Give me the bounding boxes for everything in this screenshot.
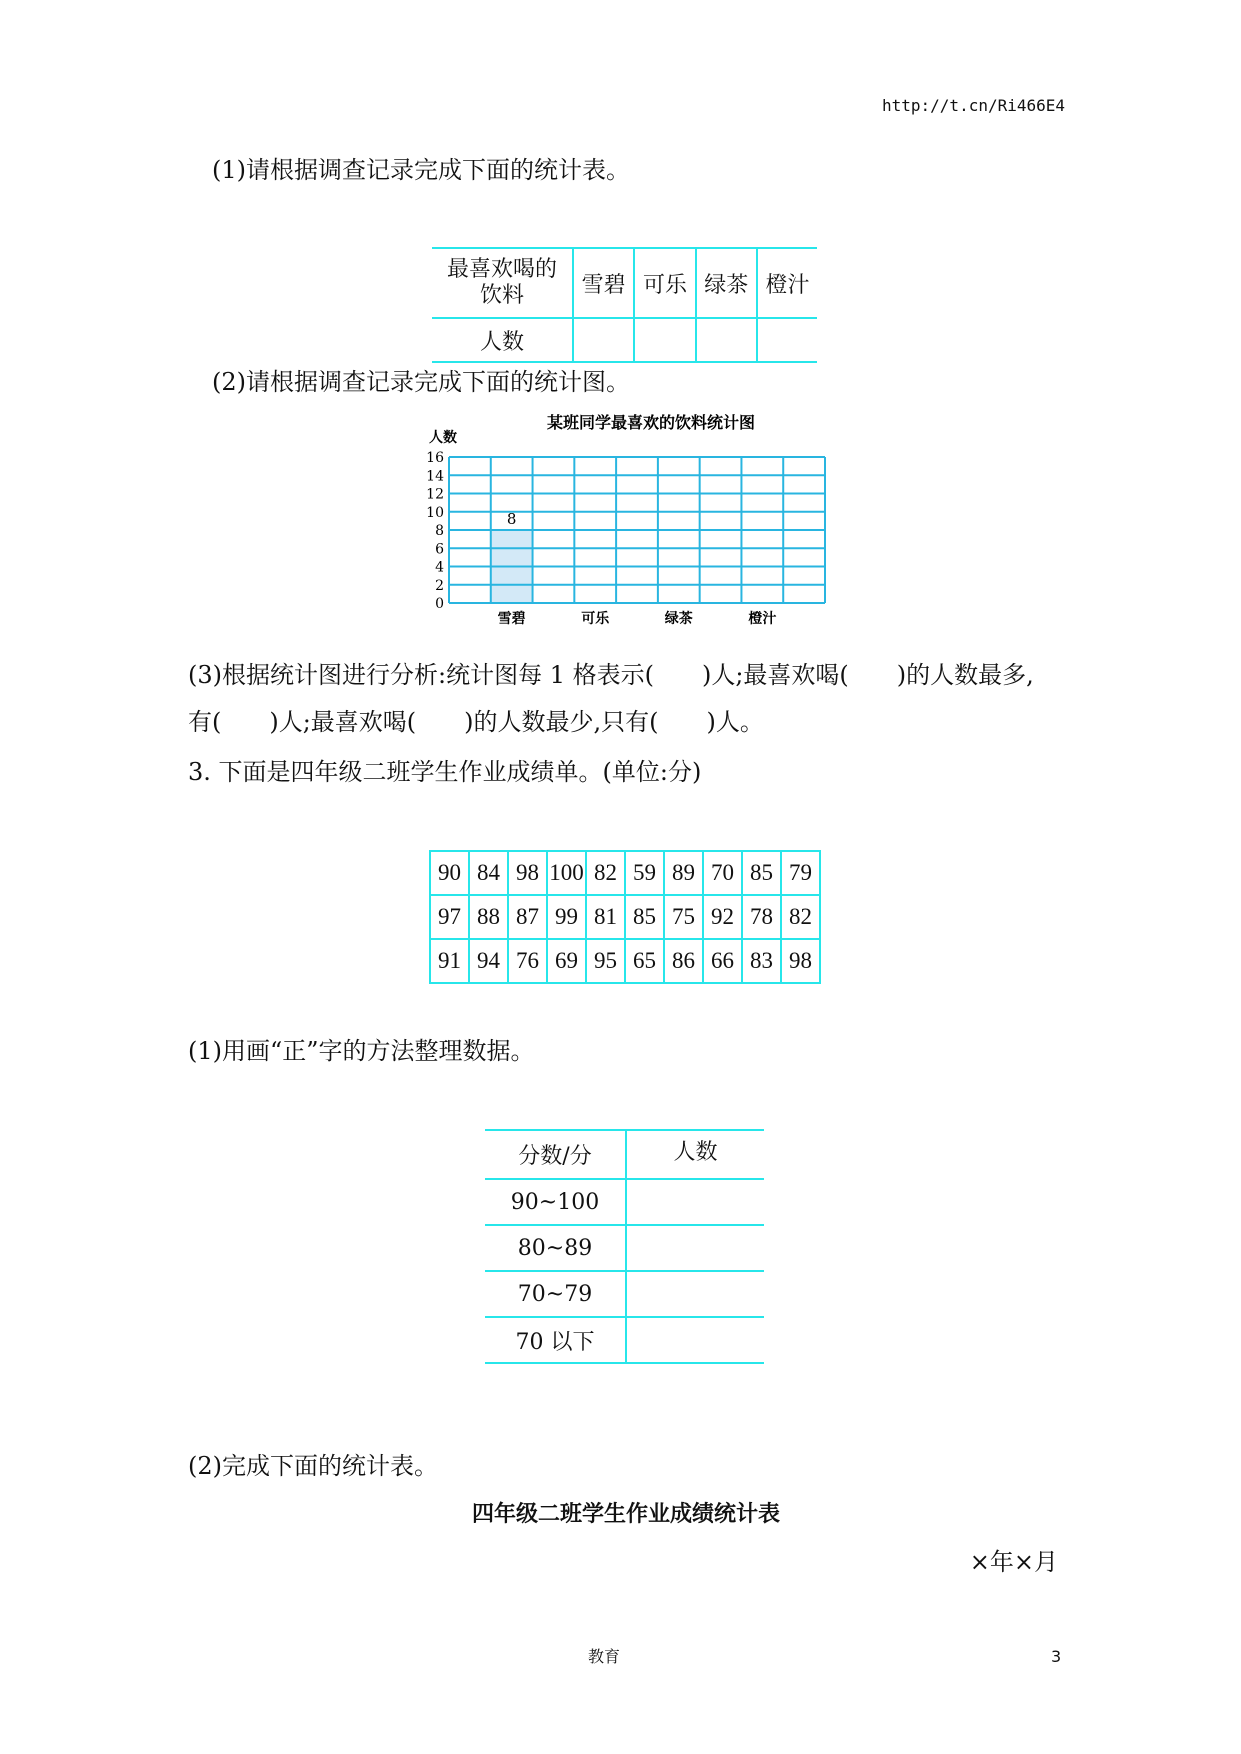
drink-bar-chart — [400, 400, 860, 640]
score-cell: 66 — [703, 939, 742, 983]
score-cell: 100 — [547, 851, 586, 895]
y-tick-label: 10 — [426, 504, 444, 521]
score-cell: 79 — [781, 851, 820, 895]
header-sprite: 雪碧 — [573, 248, 634, 318]
score-cell: 59 — [625, 851, 664, 895]
tally-range: 90~100 — [485, 1179, 626, 1225]
stats-table-title: 四年级二班学生作业成绩统计表 — [471, 1502, 780, 1527]
x-tick-label: 雪碧 — [497, 611, 526, 627]
cell — [696, 318, 757, 362]
y-axis-label: 人数 — [429, 430, 457, 446]
header-cola: 可乐 — [634, 248, 695, 318]
score-table — [429, 850, 821, 984]
score-cell: 81 — [586, 895, 625, 939]
score-cell: 98 — [508, 851, 547, 895]
score-cell: 95 — [586, 939, 625, 983]
score-cell: 91 — [430, 939, 469, 983]
score-cell: 65 — [625, 939, 664, 983]
header-orange: 橙汁 — [757, 248, 817, 318]
score-cell: 85 — [742, 851, 781, 895]
tally-range: 80~89 — [485, 1225, 626, 1271]
q3-line1: (3)根据统计图进行分析:统计图每 1 格表示( )人;最喜欢喝( )的人数最多, — [188, 661, 1034, 689]
tally-range: 70 以下 — [485, 1317, 626, 1363]
score-cell: 99 — [547, 895, 586, 939]
score-cell: 78 — [742, 895, 781, 939]
tally-range: 70~79 — [485, 1271, 626, 1317]
score-cell: 87 — [508, 895, 547, 939]
score-cell: 75 — [664, 895, 703, 939]
tally-cell — [626, 1225, 764, 1271]
row-label-count: 人数 — [432, 318, 573, 362]
score-cell: 83 — [742, 939, 781, 983]
x-tick-label: 绿茶 — [664, 611, 693, 627]
y-tick-label: 8 — [435, 523, 444, 539]
score-row — [430, 851, 820, 895]
drink-table — [432, 247, 817, 363]
page-number: 3 — [1051, 1647, 1062, 1666]
y-tick-label: 2 — [435, 577, 444, 594]
cell — [634, 318, 695, 362]
y-tick-label: 0 — [435, 596, 444, 612]
x-tick-label: 橙汁 — [748, 611, 777, 627]
score-cell: 90 — [430, 851, 469, 895]
score-cell: 70 — [703, 851, 742, 895]
y-tick-label: 12 — [426, 486, 444, 503]
y-tick-label: 16 — [426, 450, 444, 466]
chart-title: 某班同学最喜欢的饮料统计图 — [546, 413, 756, 432]
score-cell: 92 — [703, 895, 742, 939]
q1-prompt: (1)请根据调查记录完成下面的统计表。 — [212, 156, 630, 184]
q3-line2: 有( )人;最喜欢喝( )的人数最少,只有( )人。 — [188, 708, 764, 736]
score-cell: 97 — [430, 895, 469, 939]
p3-sub2: (2)完成下面的统计表。 — [188, 1452, 438, 1480]
score-cell: 94 — [469, 939, 508, 983]
y-tick-label: 6 — [435, 541, 444, 558]
score-cell: 86 — [664, 939, 703, 983]
header-drink: 最喜欢喝的饮料 — [432, 248, 573, 318]
y-tick-label: 14 — [426, 468, 444, 485]
tally-cell — [626, 1317, 764, 1363]
y-tick-label: 4 — [435, 559, 444, 576]
cell — [757, 318, 817, 362]
footer-text: 教育 — [588, 1647, 621, 1666]
score-cell: 84 — [469, 851, 508, 895]
score-cell: 88 — [469, 895, 508, 939]
problem3-title: 3. 下面是四年级二班学生作业成绩单。(单位:分) — [188, 758, 702, 786]
score-row — [430, 895, 820, 939]
header-greentea: 绿茶 — [696, 248, 757, 318]
tally-cell — [626, 1179, 764, 1225]
score-cell: 82 — [781, 895, 820, 939]
score-cell: 98 — [781, 939, 820, 983]
data-label: 8 — [506, 510, 517, 528]
source-url[interactable]: http://t.cn/Ri466E4 — [882, 96, 1066, 115]
date-label: ×年×月 — [969, 1548, 1058, 1576]
tally-header-score: 分数/分 — [485, 1130, 626, 1179]
x-tick-label: 可乐 — [581, 611, 610, 627]
cell — [573, 318, 634, 362]
score-cell: 69 — [547, 939, 586, 983]
tally-cell — [626, 1271, 764, 1317]
tally-table — [485, 1129, 764, 1364]
score-cell: 89 — [664, 851, 703, 895]
q2-prompt: (2)请根据调查记录完成下面的统计图。 — [212, 368, 630, 396]
tally-header-count: 人数 — [626, 1130, 764, 1179]
score-cell: 82 — [586, 851, 625, 895]
score-cell: 85 — [625, 895, 664, 939]
p3-sub1: (1)用画“正”字的方法整理数据。 — [188, 1037, 535, 1065]
score-row — [430, 939, 820, 983]
score-cell: 76 — [508, 939, 547, 983]
